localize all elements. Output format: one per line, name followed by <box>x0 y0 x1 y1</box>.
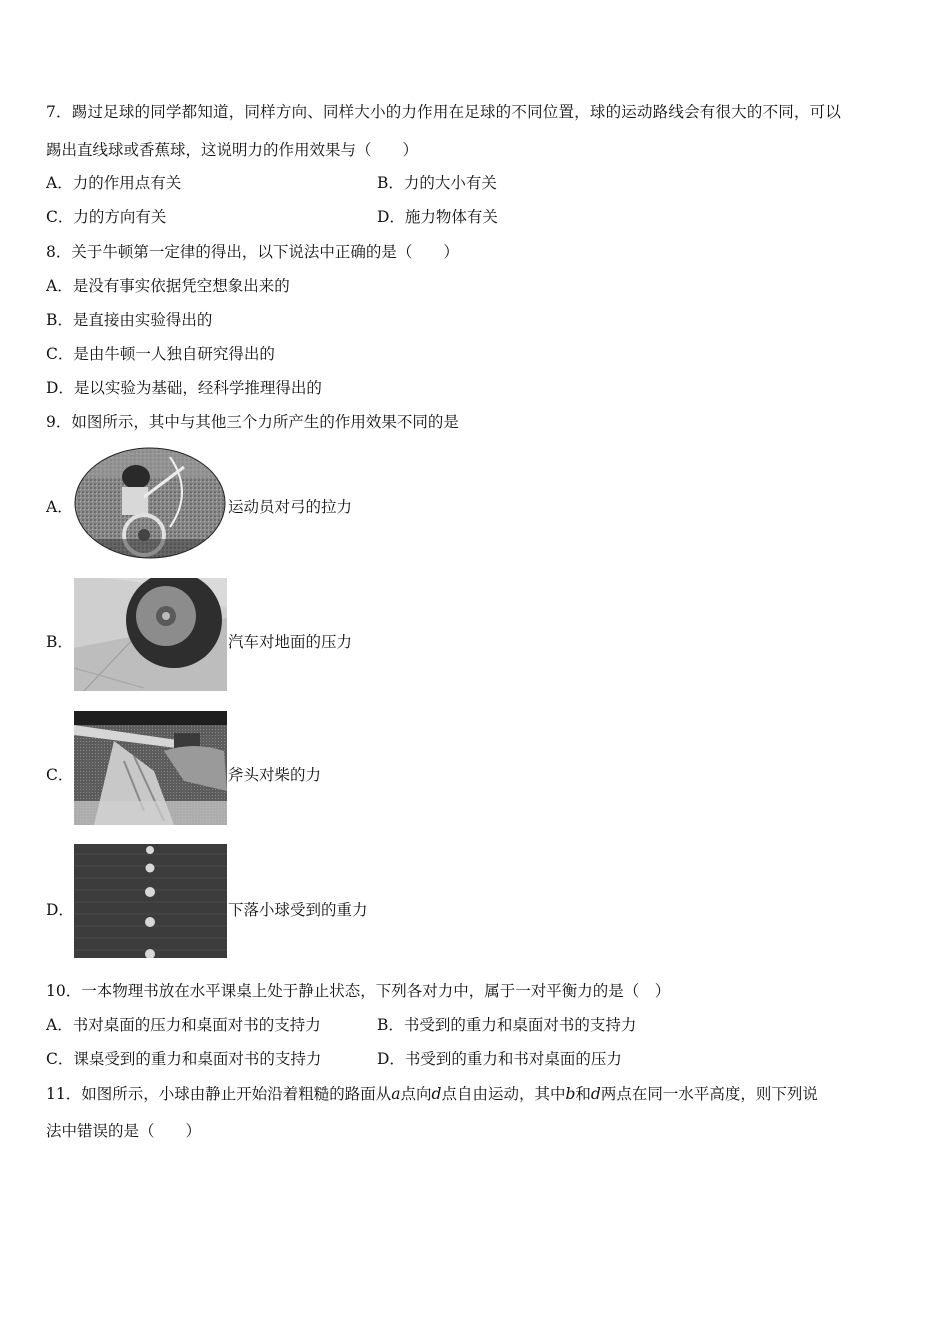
q11-var-d: d <box>431 1085 442 1103</box>
q9-option-a <box>46 447 646 562</box>
q10-option-c: C．课桌受到的重力和桌面对书的支持力 <box>46 1050 322 1068</box>
q8-option-c: C．是由牛顿一人独自研究得出的 <box>46 345 275 363</box>
q7-option-d: D．施力物体有关 <box>377 208 498 226</box>
q7-stem-line1: 7．踢过足球的同学都知道，同样方向、同样大小的力作用在足球的不同位置，球的运动路线会有很大的不同，可以 <box>46 103 842 121</box>
q10-stem: 10．一本物理书放在水平课桌上处于静止状态，下列各对力中，属于一对平衡力的是（ ） <box>46 982 671 1000</box>
q8-option-a: A．是没有事实依据凭空想象出来的 <box>46 277 290 295</box>
falling-ball-photo <box>74 844 227 958</box>
axe-wood-photo <box>74 711 227 825</box>
q11-stem-part1: 11．如图所示，小球由静止开始沿着粗糙的路面从 <box>46 1085 392 1103</box>
archer-photo <box>74 447 226 559</box>
q8-stem: 8．关于牛顿第一定律的得出，以下说法中正确的是（ ） <box>46 243 459 261</box>
q7-option-a: A．力的作用点有关 <box>46 174 182 192</box>
q11-var-d2: d <box>590 1085 601 1103</box>
q11-stem-part2: 点向 <box>400 1085 432 1103</box>
q8-option-d: D．是以实验为基础，经科学推理得出的 <box>46 379 322 397</box>
q9-option-a-caption: 运动员对弓的拉力 <box>228 498 353 516</box>
q9-option-d-caption: 下落小球受到的重力 <box>228 901 368 919</box>
q10-option-b: B．书受到的重力和桌面对书的支持力 <box>377 1016 637 1034</box>
q9-option-a-label: A． <box>46 498 73 516</box>
q11-stem-line2: 法中错误的是（ ） <box>46 1122 202 1140</box>
q9-option-c-caption: 斧头对柴的力 <box>228 766 322 784</box>
q11-var-b: b <box>565 1085 576 1103</box>
q9-stem: 9．如图所示，其中与其他三个力所产生的作用效果不同的是 <box>46 413 459 431</box>
q9-option-d-label: D． <box>46 901 74 919</box>
q9-option-c <box>46 711 646 826</box>
q9-option-c-label: C． <box>46 766 74 784</box>
q7-option-c: C．力的方向有关 <box>46 208 167 226</box>
q9-option-b-label: B． <box>46 633 73 651</box>
car-tire-photo <box>74 578 227 691</box>
q11-stem-part3: 点自由运动，其中 <box>441 1085 566 1103</box>
q11-stem-line1 <box>46 1083 818 1105</box>
q11-var-a: a <box>391 1085 401 1103</box>
q7-option-b: B．力的大小有关 <box>377 174 497 192</box>
q9-option-b-caption: 汽车对地面的压力 <box>228 633 353 651</box>
q10-option-a: A．书对桌面的压力和桌面对书的支持力 <box>46 1016 321 1034</box>
q9-option-b <box>46 578 646 693</box>
q11-stem-part4: 和 <box>575 1085 591 1103</box>
q10-option-d: D．书受到的重力和书对桌面的压力 <box>377 1050 622 1068</box>
q9-option-d <box>46 844 646 959</box>
q8-option-b: B．是直接由实验得出的 <box>46 311 213 329</box>
q11-stem-part5: 两点在同一水平高度，则下列说 <box>600 1085 818 1103</box>
q7-stem-line2: 踢出直线球或香蕉球，这说明力的作用效果与（ ） <box>46 141 419 159</box>
